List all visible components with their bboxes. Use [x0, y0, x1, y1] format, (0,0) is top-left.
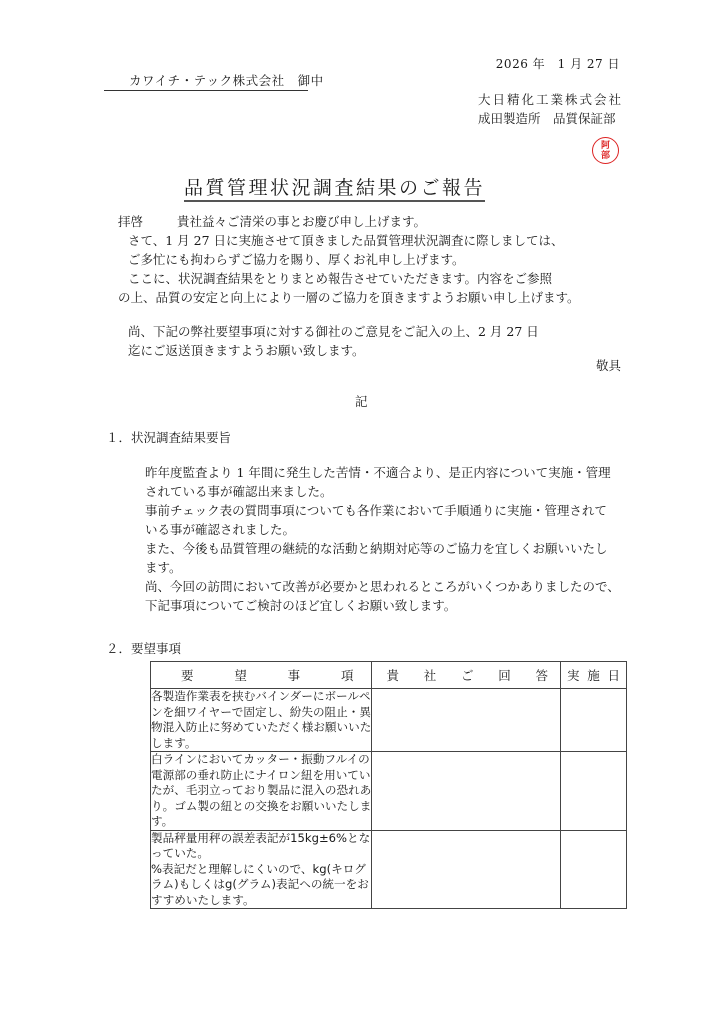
- table-header-row: [151, 662, 627, 689]
- addressee: カワイチ・テック株式会社 御中: [104, 72, 308, 91]
- column-header-answer: [372, 662, 561, 689]
- request-cell: 製品秤量用秤の誤差表記が15kg±6%となっていた。 %表記だと理解しにくいので、kg(キログラム)もしくはg(グラム)表記への統一をおすすめいたします。: [151, 830, 371, 907]
- summary-line: されている事が確認出来ました。: [145, 484, 333, 499]
- header-char: 項: [340, 668, 354, 683]
- header-char: 事: [287, 668, 301, 683]
- request-cell: 白ラインにおいてカッター・振動フルイの電源部の垂れ防止にナイロン紐を用いていたが、毛羽立っており製品に混入の恐れあり。ゴム製の紐との交換をお願いいたします。: [151, 752, 372, 828]
- sender-company: 大日精化工業株式会社: [477, 92, 623, 107]
- request-line: 尚、下記の弊社要望事項に対する御社のご意見をご記入の上、2 月 27 日: [128, 324, 539, 339]
- seal-text-top: 阿: [600, 140, 610, 151]
- section-1-heading: １．状況調査結果要旨: [106, 430, 232, 445]
- header-char: 施: [587, 668, 600, 683]
- ki-marker: 記: [355, 394, 368, 409]
- request-line: 迄にご返送頂きますようお願い致します。: [128, 343, 365, 358]
- header-char: 日: [607, 668, 620, 683]
- greeting-body-line: の上、品質の安定と向上により一層のご協力を頂きますようお願い申し上げます。: [118, 290, 580, 305]
- header-char: 社: [423, 668, 437, 683]
- greeting-body-line: ご多忙にも拘わらずご協力を賜り、厚くお礼申し上げます。: [128, 252, 465, 267]
- document-title: 品質管理状況調査結果のご報告: [184, 176, 485, 202]
- column-header-request: [151, 662, 372, 689]
- table-row: [151, 752, 627, 831]
- greeting-first-line: 貴社益々ご清栄の事とお慶び申し上げます。: [177, 214, 427, 229]
- greeting-body-line: さて、1 月 27 日に実施させて頂きました品質管理状況調査に際しましては、: [128, 233, 564, 248]
- column-header-date: [561, 662, 627, 689]
- answer-cell[interactable]: [372, 752, 561, 831]
- request-table: [150, 661, 627, 909]
- answer-cell[interactable]: [372, 689, 561, 752]
- section-2-heading: ２．要望事項: [106, 641, 182, 656]
- date-cell[interactable]: [561, 752, 627, 831]
- request-cell: 各製造作業表を挟むバインダーにボールペンを細ワイヤーで固定し、紛失の阻止・異物混入防止に努めていただく様お願いいたします。: [151, 689, 372, 750]
- header-char: 実: [567, 668, 580, 683]
- greeting-body-line: ここに、状況調査結果をとりまとめ報告させていただきます。内容をご参照: [128, 271, 553, 286]
- summary-line: また、今後も品質管理の継続的な活動と納期対応等のご協力を宜しくお願いいたし: [145, 541, 608, 556]
- summary-line: 下記事項についてご検討のほど宜しくお願い致します。: [145, 598, 457, 613]
- summary-line: 昨年度監査より 1 年間に発生した苦情・不適合より、是正内容について実施・管理: [145, 465, 611, 480]
- sender-block: [478, 90, 623, 128]
- date-cell[interactable]: [561, 830, 627, 909]
- closing-keigu: 敬具: [595, 358, 621, 373]
- summary-line: 尚、今回の訪問において改善が必要かと思われるところがいくつかありましたので、: [145, 579, 620, 594]
- header-char: 望: [234, 668, 247, 683]
- header-char: 回: [498, 668, 511, 683]
- header-char: 答: [535, 668, 549, 683]
- summary-line: 事前チェック表の質問事項についても各作業において手順通りに実施・管理されて: [145, 503, 607, 518]
- summary-line: ます。: [145, 560, 182, 575]
- summary-line: いる事が確認されました。: [145, 522, 296, 537]
- greeting-line: [118, 212, 426, 231]
- seal-stamp-icon: [592, 137, 619, 164]
- date-cell[interactable]: [561, 689, 627, 752]
- seal-text-bottom: 部: [600, 150, 610, 161]
- greeting-opening: 拝啓: [118, 214, 144, 229]
- header-char: ご: [461, 668, 474, 683]
- header-char: 貴: [386, 668, 399, 683]
- table-row: [151, 689, 627, 752]
- answer-cell[interactable]: [372, 830, 561, 909]
- header-char: 要: [181, 668, 194, 683]
- table-row: [151, 830, 627, 909]
- document-date: 2026 年 1 月 27 日: [495, 57, 620, 71]
- sender-department: 成田製造所 品質保証部: [477, 111, 616, 126]
